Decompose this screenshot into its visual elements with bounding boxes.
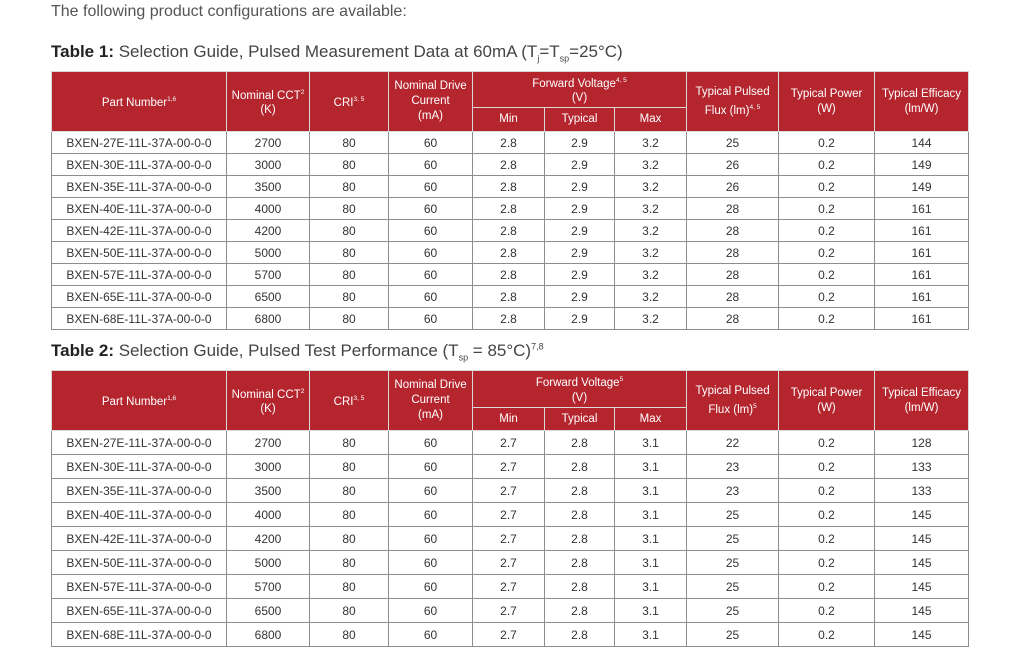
cell-vf-typical: 2.9 [545,286,615,308]
cell-power: 0.2 [779,198,875,220]
cell-nominal-cct: 2700 [227,132,310,154]
header-nominal-cct: Nominal CCT$^2$ (K) [227,371,310,431]
header-cri: CRI$^{3, 5}$ [310,72,389,132]
cell-efficacy: 145 [875,575,969,599]
table-row [52,286,969,308]
cell-power: 0.2 [779,431,875,455]
cell-part-number: BXEN-35E-11L-37A-00-0-0 [52,479,227,503]
cell-vf-min: 2.7 [473,575,545,599]
cell-vf-max: 3.2 [615,308,687,330]
cell-nominal-cct: 6500 [227,599,310,623]
header-vf-typical: Typical [545,408,615,431]
cell-pulsed-flux: 23 [687,455,779,479]
header-part-number: Part Number$^{1,6}$ [52,371,227,431]
cell-power: 0.2 [779,527,875,551]
cell-pulsed-flux: 25 [687,575,779,599]
cell-efficacy: 145 [875,551,969,575]
cell-power: 0.2 [779,132,875,154]
cell-vf-max: 3.1 [615,479,687,503]
cell-vf-min: 2.8 [473,198,545,220]
cell-drive-current: 60 [389,286,473,308]
cell-vf-min: 2.7 [473,527,545,551]
cell-vf-typical: 2.8 [545,599,615,623]
cell-pulsed-flux: 28 [687,198,779,220]
header-vf-max: Max [615,408,687,431]
cell-cri: 80 [310,551,389,575]
cell-nominal-cct: 3000 [227,154,310,176]
cell-power: 0.2 [779,154,875,176]
cell-drive-current: 60 [389,527,473,551]
cell-efficacy: 161 [875,220,969,242]
cell-drive-current: 60 [389,455,473,479]
cell-cri: 80 [310,242,389,264]
cell-efficacy: 149 [875,154,969,176]
cell-nominal-cct: 4200 [227,527,310,551]
cell-part-number: BXEN-35E-11L-37A-00-0-0 [52,176,227,198]
cell-power: 0.2 [779,503,875,527]
cell-efficacy: 145 [875,503,969,527]
cell-nominal-cct: 3000 [227,455,310,479]
table-row [52,264,969,286]
cell-vf-min: 2.7 [473,479,545,503]
cell-efficacy: 145 [875,527,969,551]
cell-part-number: BXEN-40E-11L-37A-00-0-0 [52,503,227,527]
cell-vf-min: 2.8 [473,132,545,154]
cell-efficacy: 144 [875,132,969,154]
cell-power: 0.2 [779,286,875,308]
table1-header [52,72,969,132]
cell-pulsed-flux: 28 [687,220,779,242]
cell-vf-min: 2.7 [473,599,545,623]
table1-caption-prefix: Table 1: [51,42,114,61]
cell-part-number: BXEN-42E-11L-37A-00-0-0 [52,527,227,551]
table-row [52,198,969,220]
cell-nominal-cct: 5000 [227,242,310,264]
table-row [52,527,969,551]
cell-pulsed-flux: 25 [687,503,779,527]
cell-pulsed-flux: 25 [687,599,779,623]
cell-nominal-cct: 5700 [227,575,310,599]
cell-part-number: BXEN-30E-11L-37A-00-0-0 [52,154,227,176]
table-row [52,220,969,242]
table-row [52,623,969,647]
cell-vf-typical: 2.9 [545,242,615,264]
header-vf-typical: Typical [545,108,615,132]
cell-vf-min: 2.7 [473,551,545,575]
header-typical-efficacy: Typical Efficacy (lm/W) [875,371,969,431]
cell-vf-typical: 2.8 [545,527,615,551]
cell-nominal-cct: 4000 [227,198,310,220]
header-nominal-drive-current: Nominal Drive Current (mA) [389,72,473,132]
cell-pulsed-flux: 28 [687,264,779,286]
cell-part-number: BXEN-30E-11L-37A-00-0-0 [52,455,227,479]
cell-nominal-cct: 6800 [227,623,310,647]
cell-power: 0.2 [779,551,875,575]
cell-part-number: BXEN-40E-11L-37A-00-0-0 [52,198,227,220]
table2 [51,370,969,647]
table2-caption-sub-sp: sp [458,352,469,363]
cell-power: 0.2 [779,575,875,599]
cell-efficacy: 133 [875,479,969,503]
cell-cri: 80 [310,220,389,242]
cell-cri: 80 [310,479,389,503]
cell-vf-max: 3.1 [615,503,687,527]
cell-pulsed-flux: 26 [687,176,779,198]
cell-efficacy: 161 [875,198,969,220]
cell-cri: 80 [310,503,389,527]
cell-drive-current: 60 [389,220,473,242]
cell-part-number: BXEN-68E-11L-37A-00-0-0 [52,623,227,647]
cell-vf-min: 2.7 [473,503,545,527]
table-row [52,154,969,176]
cell-part-number: BXEN-57E-11L-37A-00-0-0 [52,264,227,286]
table1-caption-text-a: Selection Guide, Pulsed Measurement Data at 60mA (T [113,42,538,61]
cell-pulsed-flux: 23 [687,479,779,503]
header-forward-voltage: Forward Voltage$^{4, 5}$ (V) [473,72,687,108]
cell-vf-max: 3.1 [615,623,687,647]
cell-part-number: BXEN-50E-11L-37A-00-0-0 [52,242,227,264]
table1-caption-text-c: =25°C) [569,42,623,61]
table2-caption [51,341,544,362]
cell-vf-max: 3.1 [615,431,687,455]
table2-caption-text-b: = 85°C) [468,341,532,360]
cell-pulsed-flux: 25 [687,527,779,551]
header-typical-power: Typical Power (W) [779,371,875,431]
table2-body [52,431,969,647]
cell-vf-max: 3.1 [615,599,687,623]
cell-vf-typical: 2.8 [545,503,615,527]
table-row [52,479,969,503]
header-typical-pulsed-flux: Typical Pulsed Flux (lm)$^5$ [687,371,779,431]
header-vf-min: Min [473,408,545,431]
cell-efficacy: 161 [875,286,969,308]
cell-drive-current: 60 [389,575,473,599]
cell-vf-min: 2.8 [473,220,545,242]
cell-drive-current: 60 [389,242,473,264]
header-nominal-cct: Nominal CCT$^2$ (K) [227,72,310,132]
cell-pulsed-flux: 28 [687,242,779,264]
cell-vf-typical: 2.9 [545,132,615,154]
table1-caption-sub-j: j [537,53,540,64]
table-row [52,176,969,198]
cell-pulsed-flux: 25 [687,623,779,647]
cell-part-number: BXEN-50E-11L-37A-00-0-0 [52,551,227,575]
cell-vf-max: 3.2 [615,198,687,220]
cell-power: 0.2 [779,479,875,503]
cell-efficacy: 128 [875,431,969,455]
cell-drive-current: 60 [389,599,473,623]
table1-body [52,132,969,330]
cell-power: 0.2 [779,242,875,264]
cell-vf-max: 3.1 [615,575,687,599]
cell-efficacy: 149 [875,176,969,198]
cell-efficacy: 133 [875,455,969,479]
cell-pulsed-flux: 26 [687,154,779,176]
header-vf-min: Min [473,108,545,132]
cell-efficacy: 161 [875,264,969,286]
cell-vf-max: 3.2 [615,132,687,154]
cell-vf-typical: 2.8 [545,431,615,455]
cell-drive-current: 60 [389,623,473,647]
cell-power: 0.2 [779,264,875,286]
cell-nominal-cct: 5000 [227,551,310,575]
cell-vf-max: 3.2 [615,286,687,308]
cell-cri: 80 [310,198,389,220]
cell-vf-min: 2.8 [473,264,545,286]
header-typical-pulsed-flux: Typical Pulsed Flux (lm)$^{4, 5}$ [687,72,779,132]
cell-cri: 80 [310,176,389,198]
cell-vf-max: 3.2 [615,176,687,198]
cell-drive-current: 60 [389,264,473,286]
cell-nominal-cct: 3500 [227,479,310,503]
cell-nominal-cct: 4000 [227,503,310,527]
cell-cri: 80 [310,286,389,308]
cell-pulsed-flux: 25 [687,132,779,154]
table2-caption-prefix: Table 2: [51,341,114,360]
cell-vf-typical: 2.8 [545,455,615,479]
table-row [52,308,969,330]
cell-pulsed-flux: 22 [687,431,779,455]
cell-vf-min: 2.8 [473,154,545,176]
cell-vf-max: 3.1 [615,551,687,575]
cell-part-number: BXEN-65E-11L-37A-00-0-0 [52,599,227,623]
cell-vf-typical: 2.8 [545,623,615,647]
table-row [52,242,969,264]
cell-vf-typical: 2.9 [545,154,615,176]
cell-vf-min: 2.7 [473,431,545,455]
table-row [52,431,969,455]
cell-part-number: BXEN-65E-11L-37A-00-0-0 [52,286,227,308]
cell-vf-typical: 2.9 [545,264,615,286]
cell-cri: 80 [310,527,389,551]
cell-drive-current: 60 [389,503,473,527]
cell-vf-typical: 2.9 [545,176,615,198]
cell-efficacy: 161 [875,308,969,330]
cell-nominal-cct: 6500 [227,286,310,308]
table2-caption-sup: 7,8 [531,341,544,352]
table1-caption-sub-sp: sp [559,53,570,64]
cell-vf-typical: 2.9 [545,198,615,220]
cell-pulsed-flux: 28 [687,308,779,330]
cell-part-number: BXEN-42E-11L-37A-00-0-0 [52,220,227,242]
cell-cri: 80 [310,431,389,455]
cell-cri: 80 [310,623,389,647]
cell-drive-current: 60 [389,479,473,503]
cell-cri: 80 [310,132,389,154]
cell-vf-max: 3.2 [615,220,687,242]
header-part-number: Part Number$^{1,6}$ [52,72,227,132]
cell-pulsed-flux: 28 [687,286,779,308]
table-row [52,455,969,479]
cell-pulsed-flux: 25 [687,551,779,575]
table-row [52,132,969,154]
table-row [52,551,969,575]
cell-power: 0.2 [779,599,875,623]
cell-cri: 80 [310,154,389,176]
cell-cri: 80 [310,575,389,599]
header-vf-max: Max [615,108,687,132]
cell-vf-min: 2.7 [473,623,545,647]
cell-power: 0.2 [779,308,875,330]
cell-vf-max: 3.2 [615,242,687,264]
table2-caption-text-a: Selection Guide, Pulsed Test Performance (T [113,341,459,360]
cell-efficacy: 145 [875,599,969,623]
cell-vf-typical: 2.8 [545,575,615,599]
table2-header [52,371,969,431]
header-typical-efficacy: Typical Efficacy (lm/W) [875,72,969,132]
header-nominal-drive-current: Nominal Drive Current (mA) [389,371,473,431]
cell-cri: 80 [310,308,389,330]
cell-nominal-cct: 5700 [227,264,310,286]
cell-vf-min: 2.7 [473,455,545,479]
cell-part-number: BXEN-27E-11L-37A-00-0-0 [52,132,227,154]
cell-vf-max: 3.2 [615,154,687,176]
cell-drive-current: 60 [389,132,473,154]
cell-vf-min: 2.8 [473,286,545,308]
cell-drive-current: 60 [389,198,473,220]
cell-part-number: BXEN-27E-11L-37A-00-0-0 [52,431,227,455]
cell-efficacy: 145 [875,623,969,647]
cell-vf-typical: 2.8 [545,479,615,503]
cell-vf-max: 3.2 [615,264,687,286]
cell-power: 0.2 [779,455,875,479]
cell-vf-min: 2.8 [473,176,545,198]
header-forward-voltage: Forward Voltage$^5$ (V) [473,371,687,408]
cell-nominal-cct: 6800 [227,308,310,330]
cell-drive-current: 60 [389,308,473,330]
cell-drive-current: 60 [389,431,473,455]
header-cri: CRI$^{3, 5}$ [310,371,389,431]
header-typical-power: Typical Power (W) [779,72,875,132]
table-row [52,503,969,527]
cell-drive-current: 60 [389,176,473,198]
cell-power: 0.2 [779,623,875,647]
cell-vf-typical: 2.8 [545,551,615,575]
table1 [51,71,969,330]
cell-drive-current: 60 [389,154,473,176]
cell-part-number: BXEN-68E-11L-37A-00-0-0 [52,308,227,330]
cell-vf-min: 2.8 [473,308,545,330]
table1-caption-text-b: =T [539,42,560,61]
cell-nominal-cct: 4200 [227,220,310,242]
cell-nominal-cct: 2700 [227,431,310,455]
table1-caption [51,42,623,63]
table-row [52,599,969,623]
cell-cri: 80 [310,264,389,286]
intro-text: The following product configurations are available: [51,3,407,20]
cell-vf-min: 2.8 [473,242,545,264]
cell-efficacy: 161 [875,242,969,264]
cell-drive-current: 60 [389,551,473,575]
cell-vf-max: 3.1 [615,527,687,551]
cell-vf-typical: 2.9 [545,308,615,330]
table-row [52,575,969,599]
cell-vf-max: 3.1 [615,455,687,479]
cell-part-number: BXEN-57E-11L-37A-00-0-0 [52,575,227,599]
cell-power: 0.2 [779,220,875,242]
cell-nominal-cct: 3500 [227,176,310,198]
cell-cri: 80 [310,599,389,623]
cell-vf-typical: 2.9 [545,220,615,242]
cell-cri: 80 [310,455,389,479]
cell-power: 0.2 [779,176,875,198]
